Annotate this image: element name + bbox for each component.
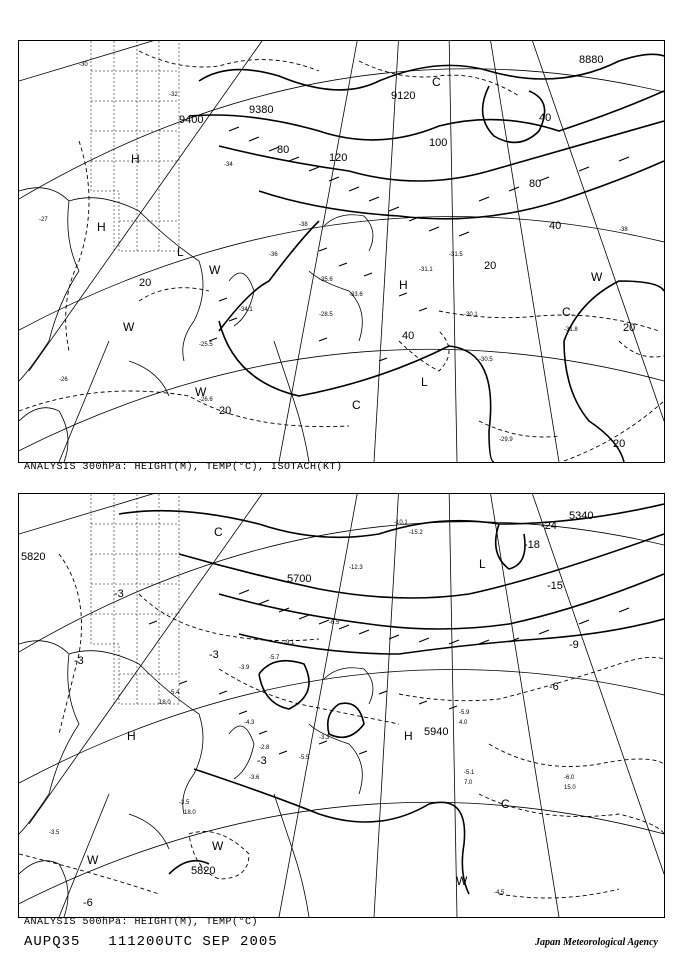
warm-center-1: W	[209, 263, 221, 277]
svg-text:-30: -30	[79, 62, 88, 68]
caption-500hpa: ANALYSIS 500hPa: HEIGHT(M), TEMP(°C)	[24, 917, 259, 928]
map-300hpa-drawing	[19, 41, 664, 462]
label-temp-minus3c: -3	[209, 649, 219, 661]
cold-center-2: C	[562, 305, 571, 319]
label-temp-minus3d: -3	[257, 755, 267, 767]
svg-text:-3.6: -3.6	[249, 775, 260, 781]
label-isotach-40c: 40	[402, 330, 415, 342]
label-temp-minus9: -9	[569, 639, 579, 651]
low-center-1: L	[479, 557, 486, 571]
svg-text:-27: -27	[39, 217, 48, 223]
svg-text:-32: -32	[169, 92, 178, 98]
caption-300hpa: ANALYSIS 300hPa: HEIGHT(M), TEMP(°C), ISOTACH(KT)	[24, 462, 343, 473]
label-5340: 5340	[569, 510, 594, 522]
svg-text:-33.6: -33.6	[349, 292, 363, 298]
label-temp-minus6b: -6	[83, 897, 93, 909]
high-center-1: H	[127, 729, 136, 743]
svg-text:-15.2: -15.2	[409, 530, 423, 536]
cold-center-3: C	[352, 398, 361, 412]
label-9380: 9380	[249, 104, 274, 116]
label-temp-minus3a: -3	[114, 588, 124, 600]
label-8880: 8880	[579, 54, 604, 66]
high-center-1: H	[131, 152, 140, 166]
label-isotach-20e: 20	[613, 438, 626, 450]
svg-text:-4.5: -4.5	[494, 890, 505, 896]
svg-text:-5.9: -5.9	[459, 710, 470, 716]
map-500hpa-drawing	[19, 494, 664, 917]
warm-center-3: W	[456, 874, 468, 888]
isotachs	[19, 51, 664, 461]
low-center-2: L	[421, 375, 428, 389]
svg-text:18.0: 18.0	[184, 810, 196, 816]
svg-text:4.0: 4.0	[459, 720, 468, 726]
cold-center-1: C	[214, 525, 223, 539]
label-5700: 5700	[287, 573, 312, 585]
svg-text:-35.6: -35.6	[319, 277, 333, 283]
label-5820a: 5820	[21, 551, 46, 563]
warm-center-3: W	[195, 385, 207, 399]
svg-text:-3.9: -3.9	[239, 665, 250, 671]
svg-text:-6.5: -6.5	[329, 620, 340, 626]
label-isotach-40a: 40	[539, 112, 552, 124]
warm-center-2: W	[123, 320, 135, 334]
graticule	[19, 41, 664, 462]
svg-text:-4.3: -4.3	[244, 720, 255, 726]
svg-text:-9.1: -9.1	[284, 640, 295, 646]
label-9400: 9400	[179, 114, 204, 126]
valid-datetime: 111200UTC SEP 2005	[108, 934, 278, 950]
map-300hpa	[18, 40, 665, 463]
svg-text:-25.5: -25.5	[199, 342, 213, 348]
high-center-2: H	[404, 729, 413, 743]
svg-text:-10.1: -10.1	[394, 520, 408, 526]
svg-text:-2.8: -2.8	[259, 745, 270, 751]
svg-text:-3.5: -3.5	[49, 830, 60, 836]
label-isotach-80b: 80	[529, 178, 542, 190]
terrain-hatch	[91, 494, 179, 704]
label-isotach-120: 120	[329, 152, 348, 164]
label-temp-minus15: -15	[547, 580, 563, 592]
svg-text:-34.1: -34.1	[239, 307, 253, 313]
svg-text:-3.3: -3.3	[319, 735, 330, 741]
product-code: AUPQ35	[24, 934, 81, 950]
svg-text:-5.4: -5.4	[169, 690, 180, 696]
label-isotach-40b: 40	[549, 220, 562, 232]
svg-text:-12.3: -12.3	[349, 565, 363, 571]
label-isotach-20d: 20	[219, 405, 232, 417]
low-center-1: L	[177, 245, 184, 259]
svg-text:-3.5: -3.5	[179, 800, 190, 806]
footer-code	[24, 934, 306, 950]
svg-text:-30.5: -30.5	[479, 357, 493, 363]
svg-text:-38: -38	[299, 222, 308, 228]
svg-text:-26.6: -26.6	[199, 397, 213, 403]
svg-text:18.0: 18.0	[159, 700, 171, 706]
svg-text:-5.7: -5.7	[269, 655, 280, 661]
label-9120: 9120	[391, 90, 416, 102]
graticule	[19, 494, 664, 917]
svg-text:-31.1: -31.1	[419, 267, 433, 273]
height-contours	[119, 504, 664, 894]
svg-text:15.0: 15.0	[564, 785, 576, 791]
label-isotach-20b: 20	[484, 260, 497, 272]
warm-center-4: W	[591, 270, 603, 284]
label-5820b: 5820	[191, 865, 216, 877]
cold-center-2: C	[501, 797, 510, 811]
station-plots	[49, 520, 576, 896]
high-center-2: H	[97, 220, 106, 234]
label-isotach-80: 80	[277, 144, 290, 156]
svg-text:-5.5: -5.5	[299, 755, 310, 761]
svg-text:-31.8: -31.8	[564, 327, 578, 333]
svg-text:-28.5: -28.5	[319, 312, 333, 318]
svg-text:-31.5: -31.5	[449, 252, 463, 258]
label-isotach-100: 100	[429, 137, 448, 149]
svg-text:7.0: 7.0	[464, 780, 473, 786]
coastlines	[19, 188, 373, 462]
svg-text:-34: -34	[224, 162, 233, 168]
label-isotach-20c: 20	[623, 322, 636, 334]
isotherms	[19, 554, 664, 898]
cold-center-1: C	[432, 75, 441, 89]
svg-text:-38: -38	[619, 227, 628, 233]
agency-credit: Japan Meteorological Agency	[535, 937, 658, 948]
label-isotach-20a: 20	[139, 277, 152, 289]
svg-text:-5.1: -5.1	[464, 770, 475, 776]
svg-text:-36: -36	[269, 252, 278, 258]
svg-text:-30.1: -30.1	[464, 312, 478, 318]
svg-text:-6.0: -6.0	[564, 775, 575, 781]
label-temp-minus18: -18	[524, 539, 540, 551]
map-500hpa	[18, 493, 665, 918]
label-temp-minus24: -24	[541, 520, 557, 532]
svg-text:-26: -26	[59, 377, 68, 383]
wind-barbs	[209, 127, 629, 361]
label-5940: 5940	[424, 726, 449, 738]
warm-center-2: W	[212, 839, 224, 853]
svg-text:-29.9: -29.9	[499, 437, 513, 443]
warm-center-1: W	[87, 853, 99, 867]
label-temp-minus6a: -6	[549, 681, 559, 693]
label-temp-minus3b: -3	[74, 655, 84, 667]
high-center-3: H	[399, 278, 408, 292]
